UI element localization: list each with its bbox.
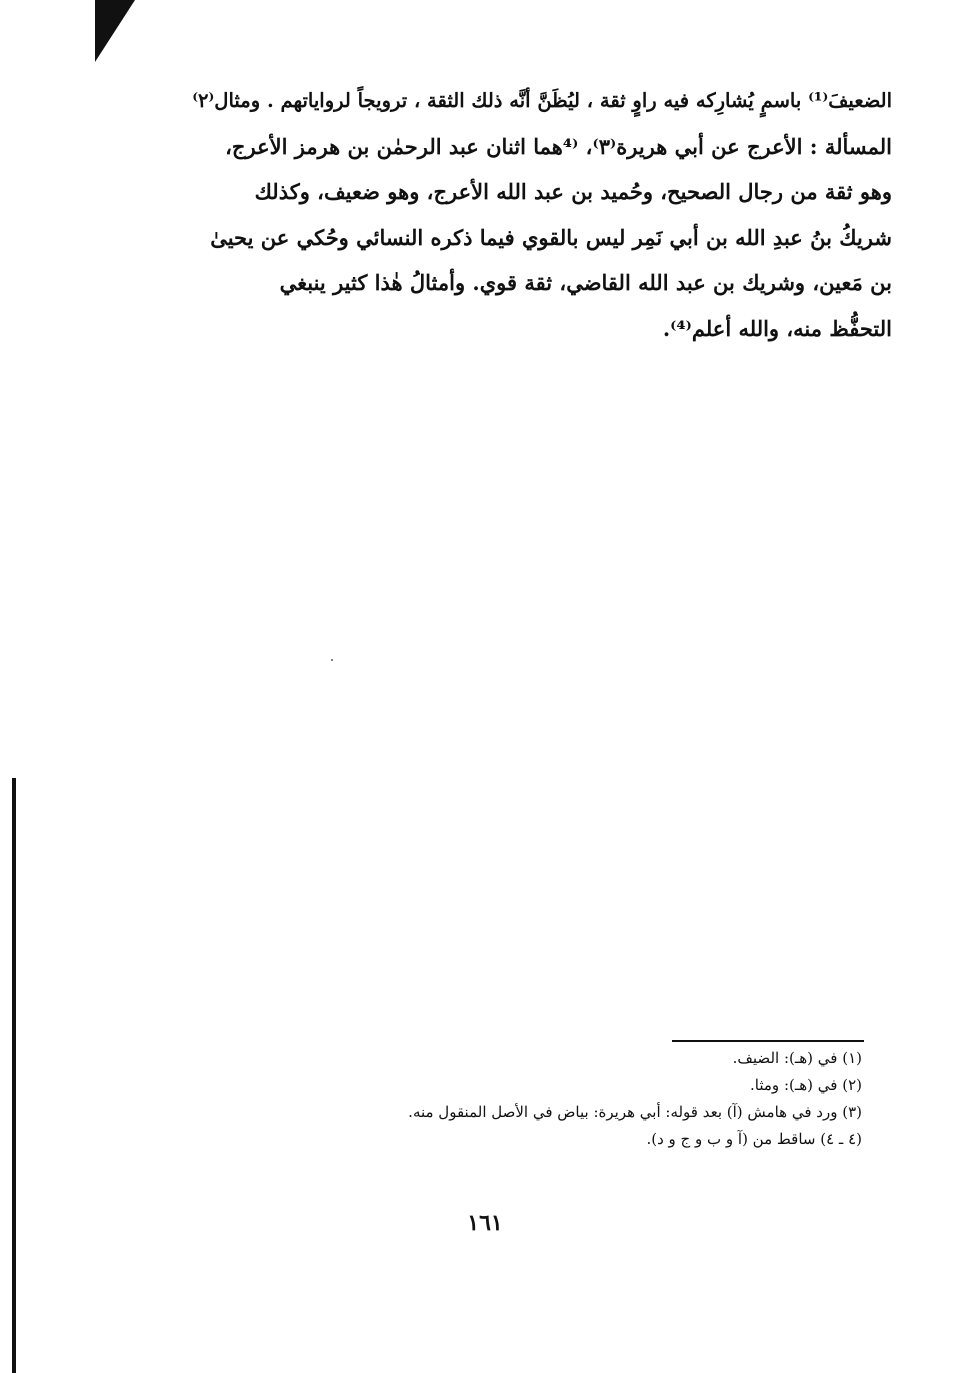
- footnote-4: (٤ ـ ٤) ساقط من (آ و ب و ج و د).: [646, 1130, 862, 1148]
- text-line-2: المسألة : الأعرج عن أبي هريرة⁽٣⁾، ⁽⁴هما اثنان عبد الرحمٰن بن هرمز الأعرج،: [225, 133, 892, 159]
- footnotes-block: [300, 1045, 862, 1153]
- text-line-6: التحفُّظ منه، والله أعلم⁽⁴⁾.: [662, 315, 892, 341]
- footnote-2: (٢) في (هـ): ومثا.: [750, 1076, 862, 1094]
- footnote-3: (٣) ورد في هامش (آ) بعد قوله: أبي هريرة: بياض في الأصل المنقول منه.: [408, 1103, 862, 1121]
- corner-triangle-icon: [95, 0, 135, 62]
- scan-speck: [331, 659, 333, 661]
- footnote-1: (١) في (هـ): الضيف.: [732, 1049, 862, 1067]
- text-line-3: وهو ثقة من رجال الصحيح، وحُميد بن عبد الله الأعرج، وهو ضعيف، وكذلك: [254, 179, 892, 204]
- main-text-block: [180, 78, 892, 351]
- text-line-4: شريكُ بنُ عبدِ الله بن أبي نَمِر ليس بالقوي فيما ذكره النسائي وحُكي عن يحيىٰ: [210, 224, 892, 250]
- text-line-1: الضعيفَ⁽¹⁾ باسمٍ يُشارِكه فيه راوٍ ثقة ، ليُظَنَّ أنَّه ذلك الثقة ، ترويجاً لرواياتهم . ومثال⁽٢⁾: [192, 89, 892, 112]
- scan-edge-bar: [12, 778, 16, 1373]
- footnote-separator: [672, 1040, 864, 1042]
- page-number: ١٦١: [467, 1210, 503, 1236]
- text-line-5: بن مَعين، وشريك بن عبد الله القاضي، ثقة قوي. وأمثالُ هٰذا كثير ينبغي: [279, 270, 892, 295]
